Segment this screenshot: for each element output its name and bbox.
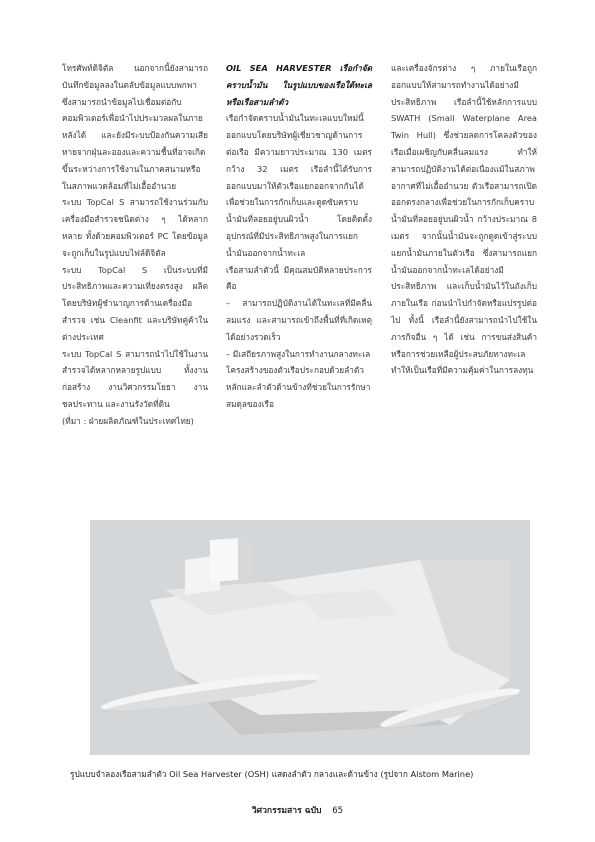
paragraph: โทรศัพท์ดิจิตัล นอกจากนี้ยังสามารถบันทึกข้อมูลลงในตลับข้อมูลแบบพกพา ซึ่งสามารถนำข้อมูลไปเชื่อมต่อกับคอมพิวเตอร์เพื่อนำไปประมวลผลในภายหลังได้ และยังมีระบบป้องกันความเสียหายจากฝุ่นละอองและความชื้นที่อาจเกิดขึ้นระหว่างการใช้งานในภาคสนามหรือในสภาพแวดล้อมที่ไม่เอื้ออำนวย bbox=[62, 63, 208, 191]
text-column-1 bbox=[62, 60, 208, 430]
paragraph: เรือกำจัดคราบน้ำมันในทะเลแบบใหม่นี้ออกแบบโดยบริษัทผู้เชี่ยวชาญด้านการต่อเรือ มีความยาวประมาณ 130 เมตร กว้าง 32 เมตร เรือลำนี้ได้รับการออกแบบมาให้ตัวเรือแยกออกจากกันได้ เพื่อช่วยในการกักเก็บและดูดซับคราบน้ำมันที่ลอยอยู่บนผิวน้ำ โดยติดตั้งอุปกรณ์ที่มีประสิทธิภาพสูงในการแยกน้ำมันออกจากน้ำทะเล bbox=[226, 113, 372, 258]
paragraph: ระบบ TopCal S เป็นระบบที่มีประสิทธิภาพและความเที่ยงตรงสูง ผลิตโดยบริษัทผู้ชำนาญการด้านเครื่องมือสำรวจ เช่น Cleanfit และบริษัทคู่ค้าในต่างประเทศ bbox=[62, 264, 208, 342]
paragraph: เรือสามลำตัวนี้ มีคุณสมบัติหลายประการ คือ bbox=[226, 264, 372, 292]
paragraph: และเครื่องจักรต่าง ๆ ภายในเรือถูกออกแบบให้สามารถทำงานได้อย่างมีประสิทธิภาพ เรือลำนี้ใช้หลักการแบบ SWATH (Small Waterplane Area Twin Hull) ซึ่งช่วยลดการโคลงตัวของเรือเมื่อเผชิญกับคลื่นลมแรง ทำให้สามารถปฏิบัติงานได้ต่อเนื่องแม้ในสภาพอากาศที่ไม่เอื้ออำนวย ตัวเรือสามารถเปิดออกตรงกลางเพื่อช่วยในการกักเก็บคราบน้ำมันที่ลอยอยู่บนผิวน้ำ กว้างประมาณ 8 เมตร จากนั้นน้ำมันจะถูกดูดเข้าสู่ระบบแยกน้ำมันภายในตัวเรือ ซึ่งสามารถแยกน้ำมันออกจากน้ำทะเลได้อย่างมีประสิทธิภาพ และเก็บน้ำมันไว้ในถังเก็บภายในเรือ ก่อนนำไปกำจัดหรือแปรรูปต่อไป ทั้งนี้ เรือลำนี้ยังสามารถนำไปใช้ในภารกิจอื่น ๆ ได้ เช่น การขนส่งสินค้า หรือการช่วยเหลือผู้ประสบภัยทางทะเล ทำให้เป็นเรือที่มีความคุ้มค่าในการลงทุน bbox=[391, 63, 537, 376]
page-number: 65 bbox=[332, 806, 344, 816]
publication-name: วิศวกรรมสาร ฉบับ bbox=[251, 806, 322, 816]
paragraph: โครงสร้างของตัวเรือประกอบด้วยลำตัวหลักและลำตัวด้านข้างที่ช่วยในการรักษาสมดุลของเรือ bbox=[226, 365, 371, 409]
article-heading: OIL SEA HARVESTER เรือกำจัดคราบน้ำมัน ในรูปแบบของเรือใต้ทะเลหรือเรือสามลำตัว bbox=[226, 63, 372, 107]
trimaran-ship-image bbox=[90, 520, 530, 755]
bullet-item: – มีเสถียรภาพสูงในการทำงานกลางทะเล bbox=[226, 348, 371, 359]
ship-rendering-figure bbox=[90, 520, 530, 755]
paragraph: ระบบ TopCal S สามารถนำไปใช้ในงานสำรวจได้หลากหลายรูปแบบ ทั้งงานก่อสร้าง งานวิศวกรรมโยธา งานชลประทาน และงานรังวัดที่ดิน bbox=[62, 348, 208, 409]
text-column-2 bbox=[226, 60, 372, 413]
page-footer bbox=[0, 803, 595, 817]
source-note: (ที่มา : ฝ่ายผลิตภัณฑ์ในประเทศไทย) bbox=[62, 415, 194, 426]
text-column-3 bbox=[391, 60, 537, 379]
bullet-item: – สามารถปฏิบัติงานได้ในทะเลที่มีคลื่นลมแรง และสามารถเข้าถึงพื้นที่ที่เกิดเหตุได้อย่างรวดเร็ว bbox=[226, 298, 372, 342]
paragraph: ระบบ TopCal S สามารถใช้งานร่วมกับเครื่องมือสำรวจชนิดต่าง ๆ ได้หลากหลาย ทั้งด้วยคอมพิวเตอร์ PC โดยข้อมูลจะถูกเก็บในรูปแบบไฟล์ดิจิตัล bbox=[62, 197, 208, 258]
figure-caption: รูปแบบจำลองเรือสามลำตัว Oil Sea Harvester (OSH) แสดงลำตัว กลางและด้านข้าง (รูปจาก Alstom Marine) bbox=[70, 769, 474, 779]
